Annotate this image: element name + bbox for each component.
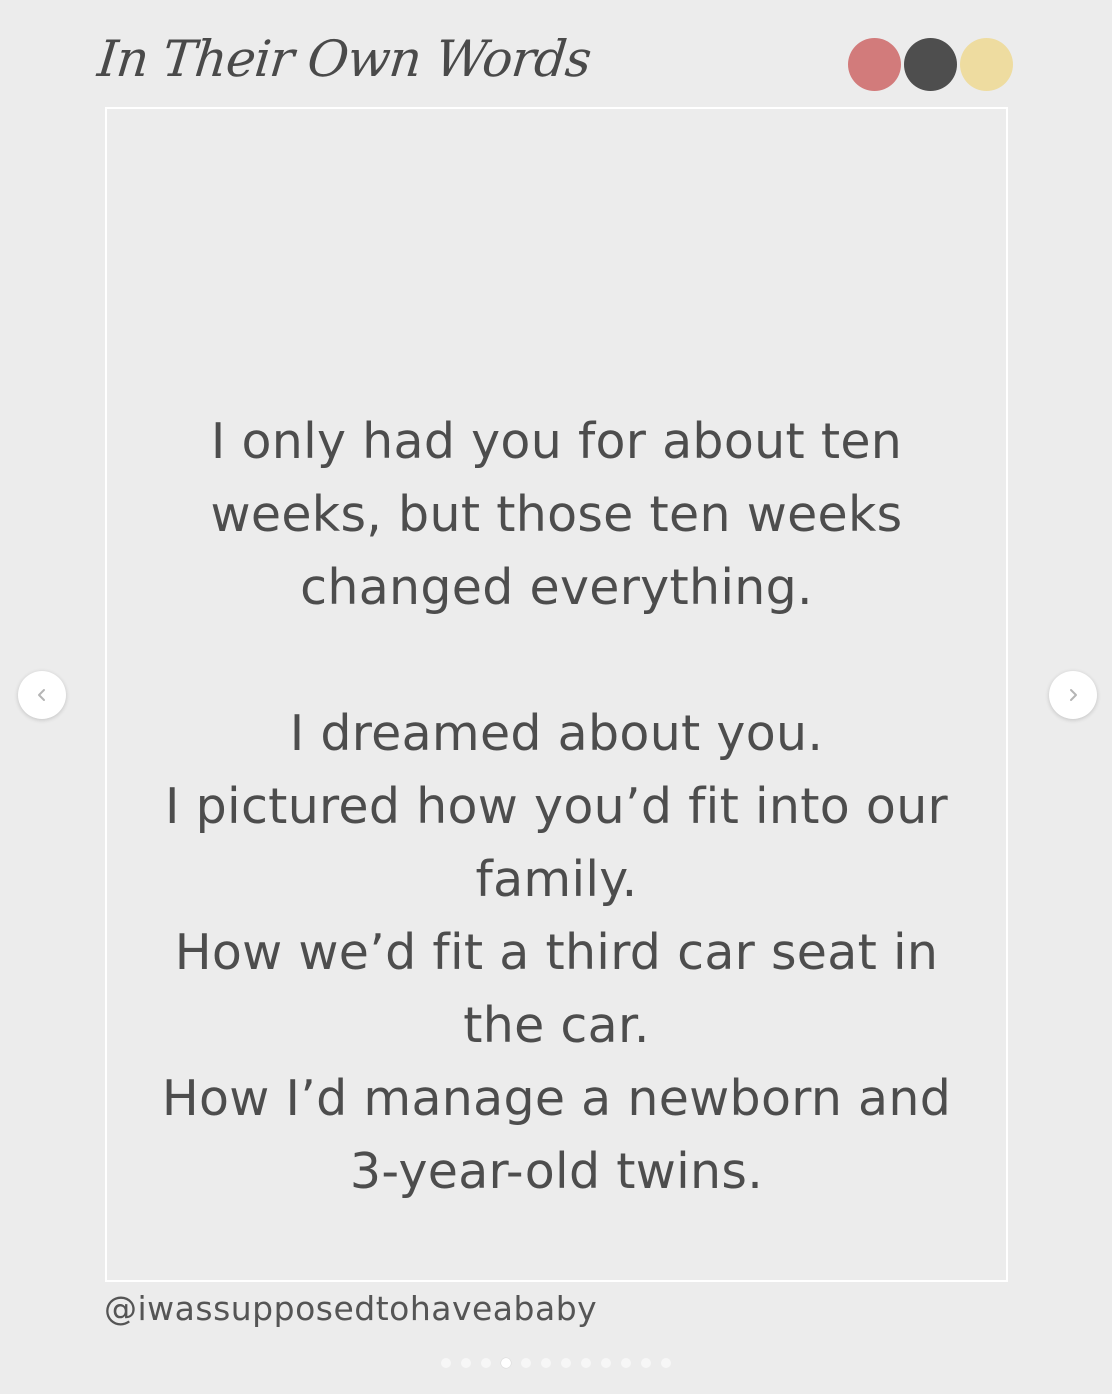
quote-text bbox=[107, 405, 1006, 1208]
quote-line: I dreamed about you. bbox=[289, 705, 824, 762]
page-title: In Their Own Words bbox=[94, 30, 594, 88]
quote-line: changed everything. bbox=[300, 559, 813, 616]
pager-dot[interactable] bbox=[441, 1358, 451, 1368]
pager-dot[interactable] bbox=[521, 1358, 531, 1368]
butter-dot bbox=[960, 38, 1013, 91]
pager-dot[interactable] bbox=[641, 1358, 651, 1368]
pager-dot[interactable] bbox=[541, 1358, 551, 1368]
quote-line: How I’d manage a newborn and bbox=[161, 1070, 952, 1127]
pager-dot[interactable] bbox=[661, 1358, 671, 1368]
pager-dot-active[interactable] bbox=[501, 1358, 511, 1368]
rose-dot bbox=[848, 38, 901, 91]
pager-dot[interactable] bbox=[621, 1358, 631, 1368]
paragraph-gap bbox=[107, 624, 1006, 697]
pager-dot[interactable] bbox=[561, 1358, 571, 1368]
pager-dot[interactable] bbox=[581, 1358, 591, 1368]
chevron-right-icon bbox=[1065, 687, 1081, 703]
next-button[interactable] bbox=[1049, 671, 1097, 719]
quote-line: family. bbox=[475, 851, 638, 908]
pager-dot[interactable] bbox=[461, 1358, 471, 1368]
quote-card bbox=[105, 107, 1008, 1282]
quote-line: weeks, but those ten weeks bbox=[210, 486, 903, 543]
quote-line: the car. bbox=[463, 997, 650, 1054]
brand-dots bbox=[848, 38, 1014, 92]
quote-line: I only had you for about ten bbox=[210, 413, 903, 470]
charcoal-dot bbox=[904, 38, 957, 91]
quote-line: I pictured how you’d fit into our bbox=[165, 778, 948, 835]
chevron-left-icon bbox=[34, 687, 50, 703]
pager-dot[interactable] bbox=[481, 1358, 491, 1368]
quote-line: How we’d fit a third car seat in bbox=[174, 924, 939, 981]
pager-dot[interactable] bbox=[601, 1358, 611, 1368]
account-handle: @iwassupposedtohaveababy bbox=[104, 1289, 598, 1328]
carousel-pager bbox=[441, 1358, 671, 1368]
quote-line: 3-year-old twins. bbox=[349, 1143, 764, 1200]
previous-button[interactable] bbox=[18, 671, 66, 719]
